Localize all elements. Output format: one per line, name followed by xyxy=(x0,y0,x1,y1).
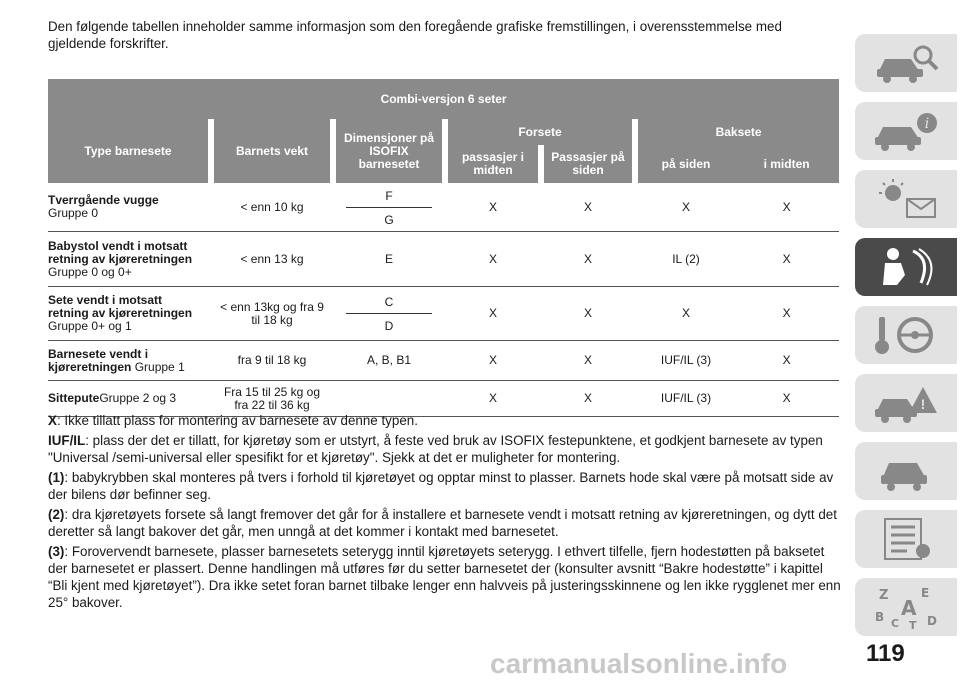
car-service-icon[interactable] xyxy=(855,442,957,500)
intro-text: Den følgende tabellen inneholder samme informasjon som den foregående grafiske fremstillingen, i overensstemmelse med gjeldende forskrifter. xyxy=(48,19,782,51)
page-number: 119 xyxy=(866,640,905,667)
warning-lights-icon[interactable] xyxy=(855,170,957,228)
seat-airbag-icon[interactable] xyxy=(855,238,957,296)
table-row: Babystol vendt i motsatt retning av kjøreretningen Gruppe 0 og 0+ < enn 13 kg E X X IL (2) X xyxy=(48,232,839,287)
header-front: Forsete xyxy=(448,119,632,145)
svg-text:Z: Z xyxy=(879,588,889,603)
chapter-sidebar xyxy=(850,0,960,678)
table-row: Barnesete vendt i kjøreretningen Gruppe 1 fra 9 til 18 kg A, B, B1 X X IUF/IL (3) X xyxy=(48,341,839,381)
table-row: Sete vendt i motsatt retning av kjøreretningen Gruppe 0+ og 1 < enn 13kg og fra 9 til 18 kg C D X X X X xyxy=(48,287,839,341)
child-seat-table xyxy=(48,79,839,417)
header-front-side: Passasjer på siden xyxy=(544,145,632,183)
car-breakdown-icon[interactable] xyxy=(855,374,957,432)
note-1: (1): babykrybben skal monteres på tvers i forhold til kjøretøyet og opptar minst to plasser. Barnets hode skal være på motsatt side av der bilens dør befinner seg. xyxy=(48,470,834,502)
svg-text:D: D xyxy=(927,614,937,628)
header-type: Type barnesete xyxy=(48,119,208,183)
specifications-icon[interactable] xyxy=(855,510,957,568)
svg-text:T: T xyxy=(909,619,917,629)
svg-text:B: B xyxy=(875,610,885,624)
note-2: (2): dra kjøretøyets forsete så langt fremover det går for å installere et barnesete vendt i motsatt retning av kjøreretningen, og dytt det deretter så langt bakover det går, men unngå at det kommer i kontakt med barnesetet. xyxy=(48,507,837,539)
header-isofix: Dimensjoner på ISOFIX barnesetet xyxy=(336,119,442,183)
svg-text:A: A xyxy=(901,596,917,620)
svg-text:!: ! xyxy=(920,396,926,412)
footnotes xyxy=(48,412,843,614)
alphabet-index-icon[interactable] xyxy=(855,578,957,636)
watermark: carmanualsonline.info xyxy=(490,648,788,679)
table-row: SitteputeGruppe 2 og 3 Fra 15 til 25 kg og fra 22 til 36 kg X X IUF/IL (3) X xyxy=(48,381,839,417)
table-title: Combi-versjon 6 seter xyxy=(48,79,839,119)
steering-key-icon[interactable] xyxy=(855,306,957,364)
svg-text:i: i xyxy=(924,116,930,132)
header-rear-side: på siden xyxy=(638,145,734,183)
header-rear-mid: i midten xyxy=(734,145,839,183)
note-3: (3): Forovervendt barnesete, plasser barnesetets seterygg inntil kjøretøyets seterygg. I ethvert tilfelle, fjern hodestøtten på baksetet der barnesetet er plassert. Denne handlingen må utføres før du setter barnesetet der (konsulter avsnitt “Bakre hodestøtte” i kapittel “Bli kjent med kjøretøyet”). Dra ikke setet foran barnet tilbake lenger enn halvveis på justeringsskinnene og len ikke rygglenet mer enn 25° bakover. xyxy=(48,544,841,610)
header-front-mid: passasjer i midten xyxy=(448,145,538,183)
header-weight: Barnets vekt xyxy=(214,119,330,183)
svg-text:C: C xyxy=(891,617,900,629)
car-info-icon[interactable] xyxy=(855,102,957,160)
table-row: Tverrgående vugge Gruppe 0 < enn 10 kg F G X X X X xyxy=(48,183,839,232)
note-x: X: Ikke tillatt plass for montering av barnesete av denne typen. xyxy=(48,413,418,428)
note-iuf-il: IUF/IL: plass der det er tillatt, for kjøretøy som er utstyrt, å feste ved bruk av ISOFIX festepunktene, et godkjent barnesete av typen "Universal /semi-universal eller spesifikt for et kjøretøy". Sjekk at det er muligheter for montering. xyxy=(48,433,823,465)
header-rear: Baksete xyxy=(638,119,839,145)
svg-text:E: E xyxy=(921,586,930,600)
car-search-icon[interactable] xyxy=(855,34,957,92)
